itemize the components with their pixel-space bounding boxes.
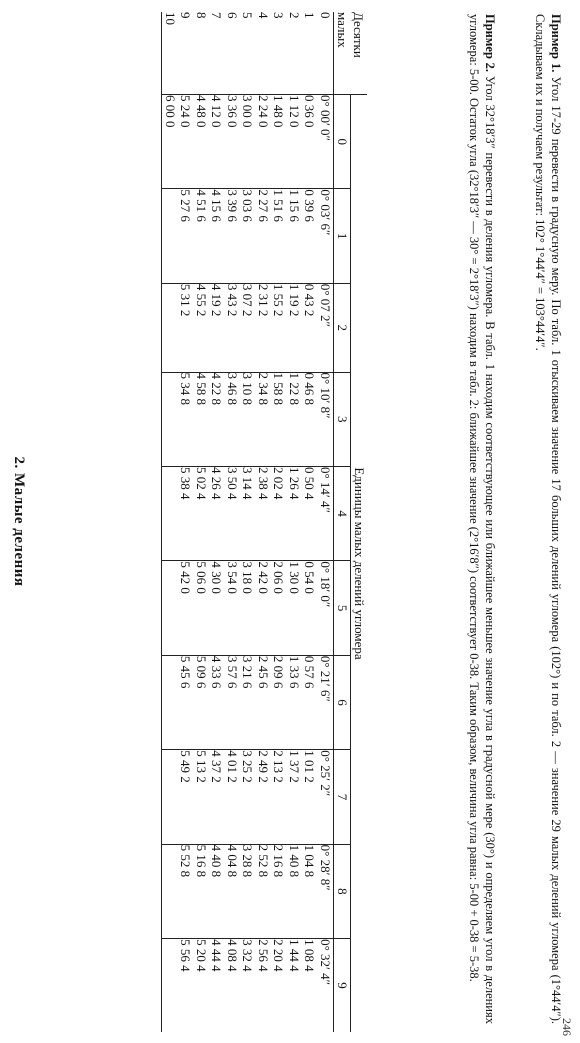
tens-value: 5 <box>240 12 256 19</box>
table-cell: 1 58 8 <box>271 372 287 406</box>
tens-value: 3 <box>271 12 287 19</box>
table-cell: 5 02 4 <box>194 466 209 500</box>
table-cell: 2 45 6 <box>256 655 271 689</box>
table-cell: 4 15 6 <box>209 189 225 222</box>
table-cell: 2 06 0 <box>271 561 287 594</box>
table-cell: 0° 00′ 0″ <box>318 95 333 141</box>
table-cell: 1 48 0 <box>271 95 287 128</box>
table-cell: 0 50 4 <box>302 466 318 500</box>
example-1-label: Пример 1. <box>549 14 563 73</box>
tens-value: 0 <box>318 12 333 19</box>
column-number-row <box>334 12 351 1032</box>
table-cell: 3 54 0 <box>225 561 240 594</box>
table-cell: 4 01 2 <box>225 750 240 783</box>
table-cell: 0° 21′ 6″ <box>318 655 333 702</box>
table-cell: 0 46 8 <box>302 372 318 406</box>
table-cell: 1 40 8 <box>287 844 302 878</box>
col-9: 9 <box>334 939 351 1032</box>
tens-value: 10 <box>163 12 178 25</box>
table-cell: 1 30 0 <box>287 561 302 594</box>
table-cell: 1 37 2 <box>287 750 302 783</box>
table-cell: 0 43 2 <box>302 283 318 317</box>
table-cell: 1 08 4 <box>302 939 318 972</box>
table-cell: 4 44 4 <box>209 939 225 972</box>
table-cell: 5 34 8 <box>178 372 194 406</box>
table-cell: 5 16 8 <box>194 844 209 878</box>
table-cell: 5 42 0 <box>178 561 194 594</box>
table-cell: 1 55 2 <box>271 283 287 317</box>
table-cell: 4 22 8 <box>209 372 225 406</box>
table-cell: 0 39 6 <box>302 189 318 222</box>
table-cell: 5 27 6 <box>178 189 194 222</box>
units-column-6 <box>162 655 334 749</box>
table-cell: 3 32 4 <box>240 939 256 972</box>
table-cell: 2 02 4 <box>271 466 287 500</box>
units-column-1 <box>162 189 334 283</box>
table-cell: 4 30 0 <box>209 561 225 594</box>
units-column-9 <box>162 939 334 1032</box>
table-cell: 2 34 8 <box>256 372 271 406</box>
table-cell: 3 43 2 <box>225 283 240 317</box>
table-cell: 4 55 2 <box>194 283 209 317</box>
table-cell: 5 13 2 <box>194 750 209 783</box>
table-cell: 5 31 2 <box>178 283 194 317</box>
table-cell: 0° 10′ 8″ <box>318 372 333 419</box>
table-cell: 0° 03′ 6″ <box>318 189 333 236</box>
units-column-7 <box>162 750 334 844</box>
table-cell: 3 14 4 <box>240 466 256 500</box>
table-cell: 3 10 8 <box>240 372 256 406</box>
example-2-label: Пример 2. <box>483 14 497 73</box>
example-2 <box>466 14 498 1024</box>
table-cell: 3 18 0 <box>240 561 256 594</box>
col-3: 3 <box>334 372 351 466</box>
table-cell: 3 46 8 <box>225 372 240 406</box>
table-cell: 0 57 6 <box>302 655 318 689</box>
units-column-4 <box>162 466 334 560</box>
table-cell: 2 49 2 <box>256 750 271 783</box>
col-4: 4 <box>334 466 351 560</box>
table-cell: 4 58 8 <box>194 372 209 406</box>
table-cell: 4 12 0 <box>209 95 225 128</box>
angle-conversion-table <box>162 12 368 1032</box>
table-cell: 2 09 6 <box>271 655 287 689</box>
table-cell: 4 04 8 <box>225 844 240 878</box>
table-cell: 0° 18′ 0″ <box>318 561 333 608</box>
tens-value: 4 <box>256 12 271 19</box>
table-cell: 4 19 2 <box>209 283 225 317</box>
tens-header: Десятки малых <box>334 12 368 95</box>
tens-value: 6 <box>225 12 240 19</box>
table-cell: 3 28 8 <box>240 844 256 878</box>
col-2: 2 <box>334 283 351 372</box>
table-cell: 2 16 8 <box>271 844 287 878</box>
table-cell: 1 33 6 <box>287 655 302 689</box>
table-cell: 1 19 2 <box>287 283 302 317</box>
table-cell: 5 49 2 <box>178 750 194 783</box>
section-title: 2. Малые деления <box>11 456 27 587</box>
table-cell: 3 36 0 <box>225 95 240 128</box>
table-cell: 0° 32′ 4″ <box>318 939 333 986</box>
table-cell: 0° 07 2″ <box>318 283 333 327</box>
table-cell: 3 50 4 <box>225 466 240 500</box>
tens-value: 1 <box>302 12 318 19</box>
table-cell: 4 51 6 <box>194 189 209 222</box>
table-cell: 4 37 2 <box>209 750 225 783</box>
units-column-5 <box>162 561 334 655</box>
table-cell: 1 51 6 <box>271 189 287 222</box>
table-cell: 5 52 8 <box>178 844 194 878</box>
table-cell: 6 00 0 <box>163 95 178 128</box>
tens-value: 9 <box>178 12 194 19</box>
table-cell: 5 06 0 <box>194 561 209 594</box>
table-cell: 5 45 6 <box>178 655 194 689</box>
table-cell: 5 20 4 <box>194 939 209 972</box>
col-1: 1 <box>334 189 351 283</box>
table-cell: 2 52 8 <box>256 844 271 878</box>
col-7: 7 <box>334 750 351 844</box>
table-cell: 3 25 2 <box>240 750 256 783</box>
table-cell: 4 33 6 <box>209 655 225 689</box>
table-cell: 5 38 4 <box>178 466 194 500</box>
units-column-0 <box>162 95 334 189</box>
units-header: Единицы малых делений угломера <box>351 95 368 1033</box>
table-cell: 1 22 8 <box>287 372 302 406</box>
table-cell: 2 24 0 <box>256 95 271 128</box>
tens-value: 8 <box>194 12 209 19</box>
col-0: 0 <box>335 138 350 145</box>
table-cell: 1 04 8 <box>302 844 318 878</box>
table-cell: 0° 25′ 2″ <box>318 750 333 797</box>
table-body-row <box>162 12 334 1032</box>
col-5: 5 <box>334 561 351 655</box>
table-cell: 4 08 4 <box>225 939 240 972</box>
tens-column <box>162 12 334 95</box>
table-cell: 3 21 6 <box>240 655 256 689</box>
table-cell: 0 54 0 <box>302 561 318 594</box>
table-cell: 2 56 4 <box>256 939 271 972</box>
example-1-text: Угол 17-29 перевести в градусную меру. По табл. 1 отыскиваем значение 17 больших делений угломера (102°) и по табл. 2 — значение 29 малых делений угломера (1°44′4″). Складываем их и получаем результат: 102° 1°44′4″ = 103°44′4″. <box>533 14 563 1024</box>
table-cell: 2 27 6 <box>256 189 271 222</box>
table-cell: 1 01 2 <box>302 750 318 783</box>
table-cell: 2 38 4 <box>256 466 271 500</box>
example-1 <box>532 14 564 1024</box>
table-cell: 3 39 6 <box>225 189 240 222</box>
page-number: 246 <box>560 1018 574 1036</box>
tens-value: 2 <box>287 12 302 19</box>
table-cell: 5 09 6 <box>194 655 209 689</box>
table-cell: 4 40 8 <box>209 844 225 878</box>
col-8: 8 <box>334 844 351 938</box>
table-cell: 1 15 6 <box>287 189 302 222</box>
table-cell: 4 26 4 <box>209 466 225 500</box>
table-cell: 0 36 0 <box>302 95 318 128</box>
table-cell: 5 56 4 <box>178 939 194 972</box>
table-cell: 3 00 0 <box>240 95 256 128</box>
table-cell: 2 31 2 <box>256 283 271 317</box>
units-column-2 <box>162 283 334 372</box>
table-cell: 3 57 6 <box>225 655 240 689</box>
units-column-8 <box>162 844 334 938</box>
table-cell: 0° 28′ 8″ <box>318 844 333 891</box>
table-cell: 1 26 4 <box>287 466 302 500</box>
table-cell: 3 03 6 <box>240 189 256 222</box>
table-cell: 3 07 2 <box>240 283 256 317</box>
table-cell: 0° 14′ 4″ <box>318 466 333 513</box>
table-cell: 2 42 0 <box>256 561 271 594</box>
units-column-3 <box>162 372 334 466</box>
table-cell: 1 12 0 <box>287 95 302 128</box>
table-cell: 1 44 4 <box>287 939 302 972</box>
table-cell: 5 24 0 <box>178 95 194 128</box>
example-2-text: Угол 32°18′3″ перевести в деления угломера. В табл. 1 находим соответствующее или ближайшее меньшее значение угла в градусной мере (30°) и определяем угол в делениях угломера: 5-00. Остаток угла (32°18′3″ — 30° = 2°18′3″) находим в табл. 2: ближайшее значение (2°16′8″) соответствует 0-38. Таким образом, величина угла равна: 5-00 + 0-38 = 5-38. <box>467 14 497 1024</box>
table-cell: 4 48 0 <box>194 95 209 128</box>
tens-value: 7 <box>209 12 225 19</box>
table-cell: 2 13 2 <box>271 750 287 783</box>
table-cell: 2 20 4 <box>271 939 287 972</box>
col-6: 6 <box>334 655 351 749</box>
